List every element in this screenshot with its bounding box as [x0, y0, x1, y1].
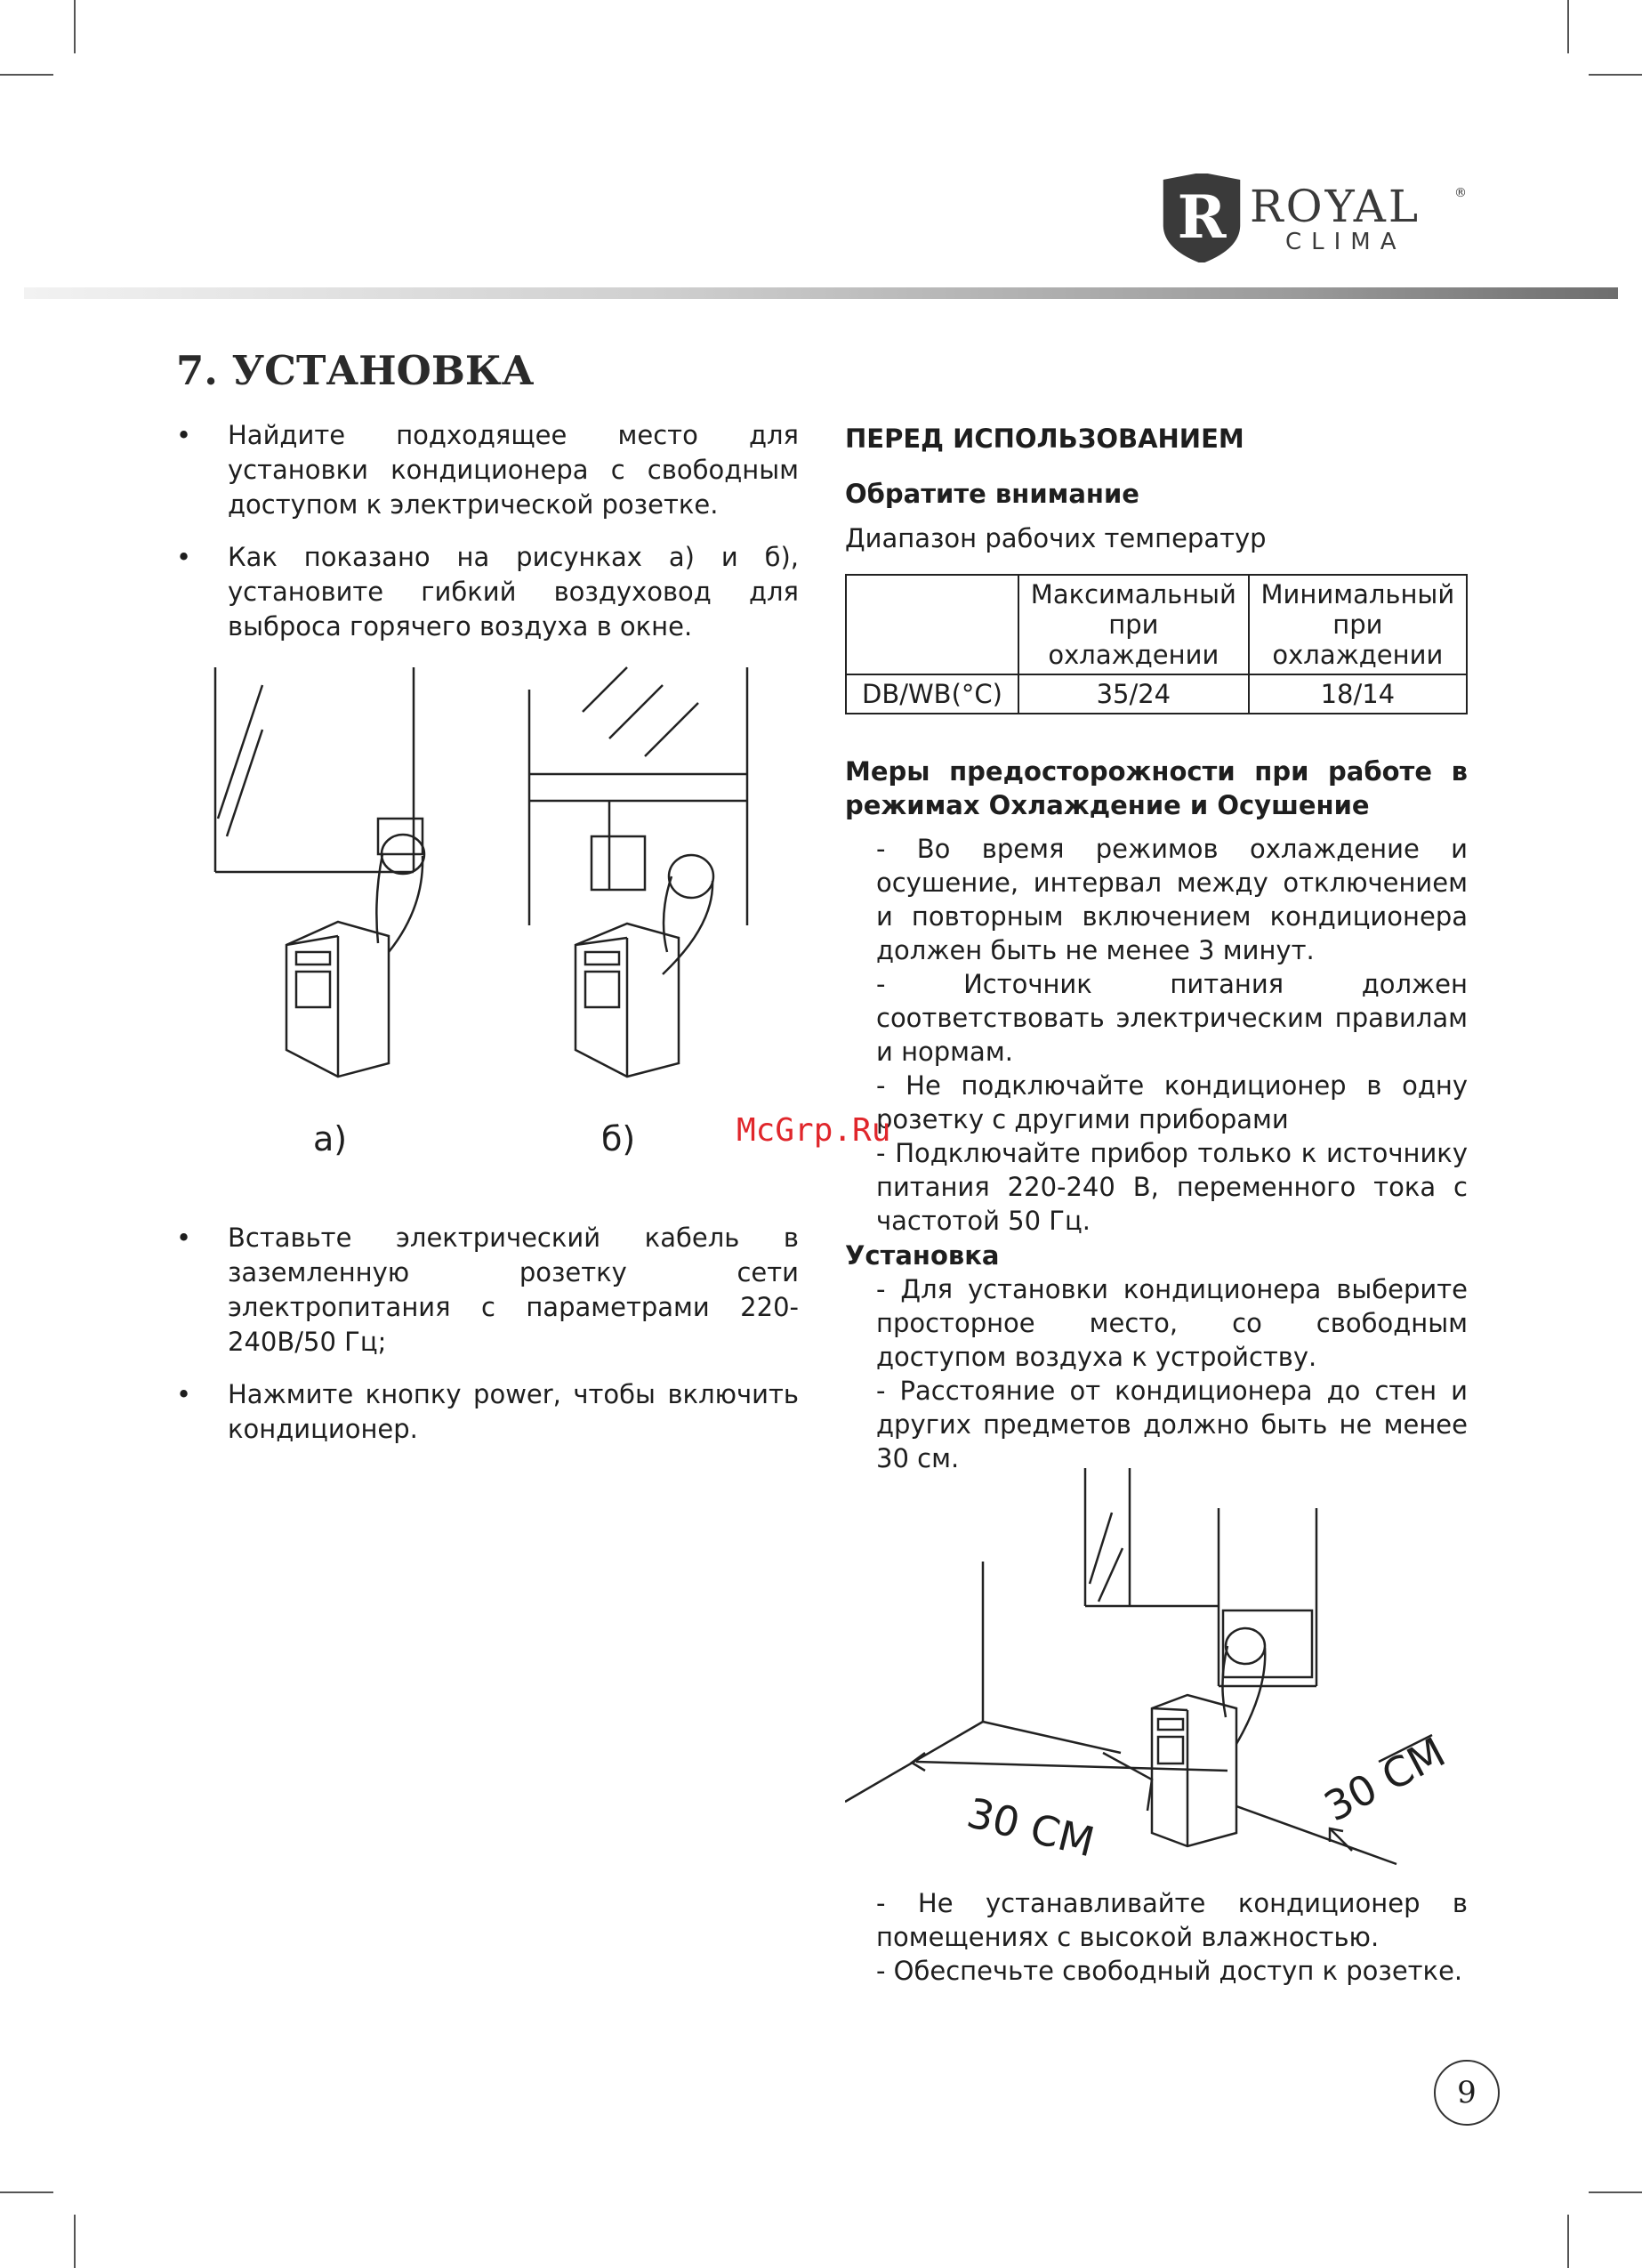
- install-item: - Расстояние от кондиционера до стен и других предметов должно быть не менее 30 см.: [876, 1376, 1468, 1473]
- dimension-left: 30 CM: [962, 1788, 1099, 1867]
- brand-reg-mark: ®: [1454, 186, 1467, 200]
- final-item: - Обеспечьте свободный доступ к розетке.: [876, 1956, 1463, 1986]
- header-divider: [24, 287, 1618, 299]
- clearance-figure: [845, 1459, 1485, 1877]
- shield-r-icon: [1161, 174, 1243, 262]
- install-list: [845, 1272, 1468, 1475]
- bullet-item: • Вставьте электрический кабель в заземленную розетку сети электропитания с параметрами 220-240В/50 Гц;: [176, 1221, 799, 1360]
- table-cell: 18/14: [1249, 674, 1467, 714]
- figure-label-b: б): [601, 1119, 636, 1158]
- precaution-item: - Не подключайте кондиционер в одну розетку с другими приборами: [876, 1070, 1468, 1134]
- watermark: McGrp.Ru: [736, 1112, 891, 1149]
- table-cell: 35/24: [1018, 674, 1249, 714]
- bullet-item: • Найдите подходящее место для установки кондиционера с свободным доступом к электрической розетке.: [176, 418, 799, 522]
- table-header: Максимальный при охлаждении: [1018, 575, 1249, 674]
- table-cell: DB/WB(°C): [846, 674, 1018, 714]
- attention-heading: Обратите внимание: [845, 479, 1139, 509]
- precaution-item: - Подключайте прибор только к источнику питания 220-240 В, переменного тока с частотой 50 Гц.: [876, 1138, 1468, 1236]
- table-row: [846, 674, 1467, 714]
- left-top-bullets: [176, 418, 799, 662]
- section-heading: ПЕРЕД ИСПОЛЬЗОВАНИЕМ: [845, 424, 1244, 454]
- left-bottom-bullets: [176, 1221, 799, 1465]
- page-title: 7. УСТАНОВКА: [176, 347, 535, 394]
- figure-label-a: а): [313, 1119, 348, 1158]
- precaution-item: - Источник питания должен соответствовать электрическим правилам и нормам.: [876, 969, 1468, 1067]
- brand-name: ROYAL: [1250, 181, 1421, 232]
- crop-mark: [1567, 2215, 1569, 2268]
- install-heading: Установка: [845, 1240, 1000, 1271]
- crop-mark: [1589, 2191, 1642, 2193]
- install-item: - Для установки кондиционера выберите просторное место, со свободным доступом воздуха к устройству.: [876, 1274, 1468, 1372]
- crop-mark: [1567, 0, 1569, 53]
- range-label: Диапазон рабочих температур: [845, 523, 1267, 553]
- crop-mark: [74, 0, 76, 53]
- crop-mark: [0, 2191, 53, 2193]
- brand-sub: CLIMA: [1285, 229, 1406, 255]
- install-figure-ab: [191, 658, 778, 1103]
- final-notes: [845, 1886, 1468, 1988]
- final-item: - Не устанавливайте кондиционер в помещениях с высокой влажностью.: [876, 1888, 1468, 1952]
- temperature-table: [845, 574, 1468, 714]
- table-cell: [846, 575, 1018, 674]
- brand-logo: [1161, 174, 1472, 262]
- svg-text:R: R: [1177, 182, 1227, 252]
- crop-mark: [0, 74, 53, 76]
- precautions-list: [845, 832, 1468, 1238]
- page-number: 9: [1434, 2060, 1500, 2126]
- dimension-right: 30 CM: [1316, 1727, 1453, 1831]
- precautions-heading: Меры предосторожности при работе в режимах Охлаждение и Осушение: [845, 756, 1468, 820]
- crop-mark: [1589, 74, 1642, 76]
- precaution-item: - Во время режимов охлаждение и осушение, интервал между отключением и повторным включением кондиционера должен быть не менее 3 минут.: [876, 834, 1468, 965]
- table-header: Минимальный при охлаждении: [1249, 575, 1467, 674]
- bullet-item: • Как показано на рисунках а) и б), установите гибкий воздуховод для выброса горячего воздуха в окне.: [176, 540, 799, 644]
- bullet-item: • Нажмите кнопку power, чтобы включить кондиционер.: [176, 1377, 799, 1447]
- crop-mark: [74, 2215, 76, 2268]
- table-row: [846, 575, 1467, 674]
